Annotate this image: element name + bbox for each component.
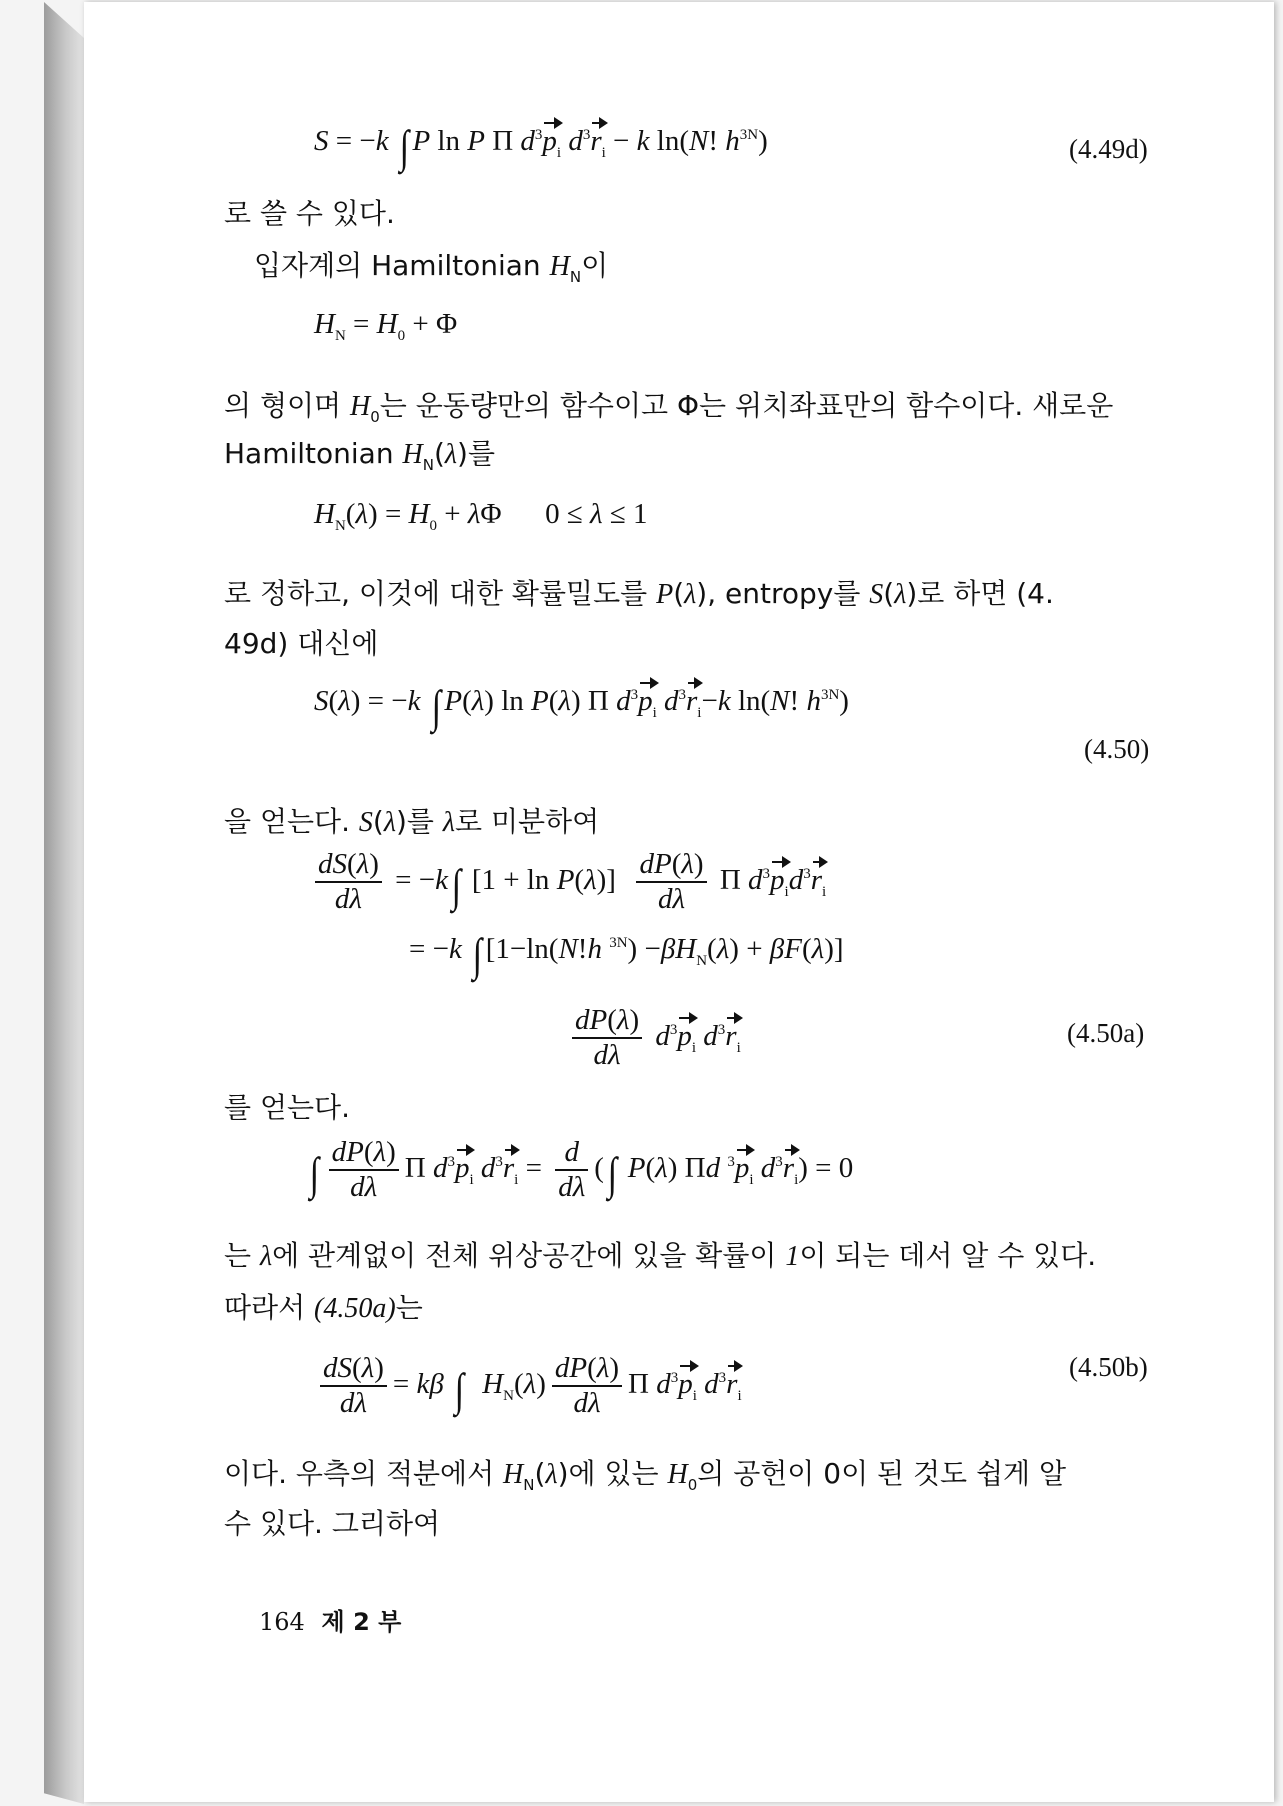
equation-4-50a-line2: = −k ∫ [1−ln(N!h $^{3N}) -\beta H_N(\lambda) + \beta F(\lambda)$]: [409, 929, 844, 980]
equation-4-49d: S = −k ∫ P ln P Π $d^3p_i$ $d^3r_i - k$ ln(N! $h^{3N}$): [314, 121, 768, 172]
text-line: 따라서 (4.50a)는: [224, 1291, 423, 1324]
equation-4-50b: $\frac{dS(\lambda)}{d\lambda}$ = kβ ∫ $H_N(\lambda)$ $\frac{dP(\lambda)}{d\lambda}$ Π $d^3p_i$ $d^3r_i$: [314, 1352, 742, 1421]
text-line: 이다. 우측의 적분에서 $H_N(\lambda)$에 있는 $H_0$의 공헌이 0이 된 것도 쉽게 알: [224, 1457, 1067, 1494]
page-number: 164: [259, 1608, 305, 1636]
equation-4-50a-line3: $\frac{dP(\lambda)}{d\lambda}$ $d^3p_i$ $d^3r_i$: [566, 1004, 741, 1073]
text-line: 을 얻는다. S(λ)를 λ로 미분하여: [224, 805, 600, 838]
text-line: 의 형이며 $H_0$는 운동량만의 함수이고 Φ는 위치좌표만의 함수이다. 새로운: [224, 389, 1114, 426]
equation-number: (4.49d): [1069, 134, 1148, 164]
equation-hamiltonian: $H_N = H_0 + \Phi$: [314, 308, 458, 344]
text-line: 로 쓸 수 있다.: [224, 197, 395, 230]
part-label: 제 2 부: [321, 1608, 402, 1636]
text-line: 입자계의 Hamiltonian $H_N$이: [254, 249, 609, 286]
equation-normalization: ∫ $\frac{dP(\lambda)}{d\lambda}$ Π $d^3p_i$ $d^3r_i$ = $\frac{d}{d\lambda}$ (∫ P(λ) Πd $^3p_i$ $d^3r_i) = 0$: [309, 1136, 854, 1204]
text-line: 49d) 대신에: [224, 627, 379, 660]
equation-number: (4.50b): [1069, 1352, 1148, 1382]
text-line: 는 λ에 관계없이 전체 위상공간에 있을 확률이 1이 되는 데서 알 수 있다.: [224, 1239, 1097, 1272]
equation-4-50: S(λ) = −k ∫ P(λ) ln P(λ) Π $d^3p_i$ $d^3r_i-k$ ln(N! $h^{3N}$): [314, 681, 849, 732]
page-footer: [259, 1602, 401, 1637]
text-line: 로 정하고, 이것에 대한 확률밀도를 P(λ), entropy를 S(λ)로 하면 (4.: [224, 577, 1054, 610]
book-edge: [44, 2, 84, 1804]
equation-4-50a-line1: $\frac{dS(\lambda)}{d\lambda}$ = −k∫ [1 + ln P(λ)] $\frac{dP(\lambda)}{d\lambda}$ Π $d^3p_id^3r_i$: [309, 848, 826, 917]
text-line: 수 있다. 그리하여: [224, 1507, 441, 1540]
equation-number: (4.50a): [1067, 1018, 1145, 1048]
book-page: [84, 2, 1274, 1802]
equation-hamiltonian-lambda: $H_N(\lambda) = H_0 + \lambda\Phi$ 0 ≤ λ ≤ 1: [314, 498, 648, 534]
text-line: 를 얻는다.: [224, 1091, 350, 1124]
text-line: Hamiltonian $H_N(\lambda)$를: [224, 437, 496, 474]
equation-number: (4.50): [1084, 734, 1150, 764]
